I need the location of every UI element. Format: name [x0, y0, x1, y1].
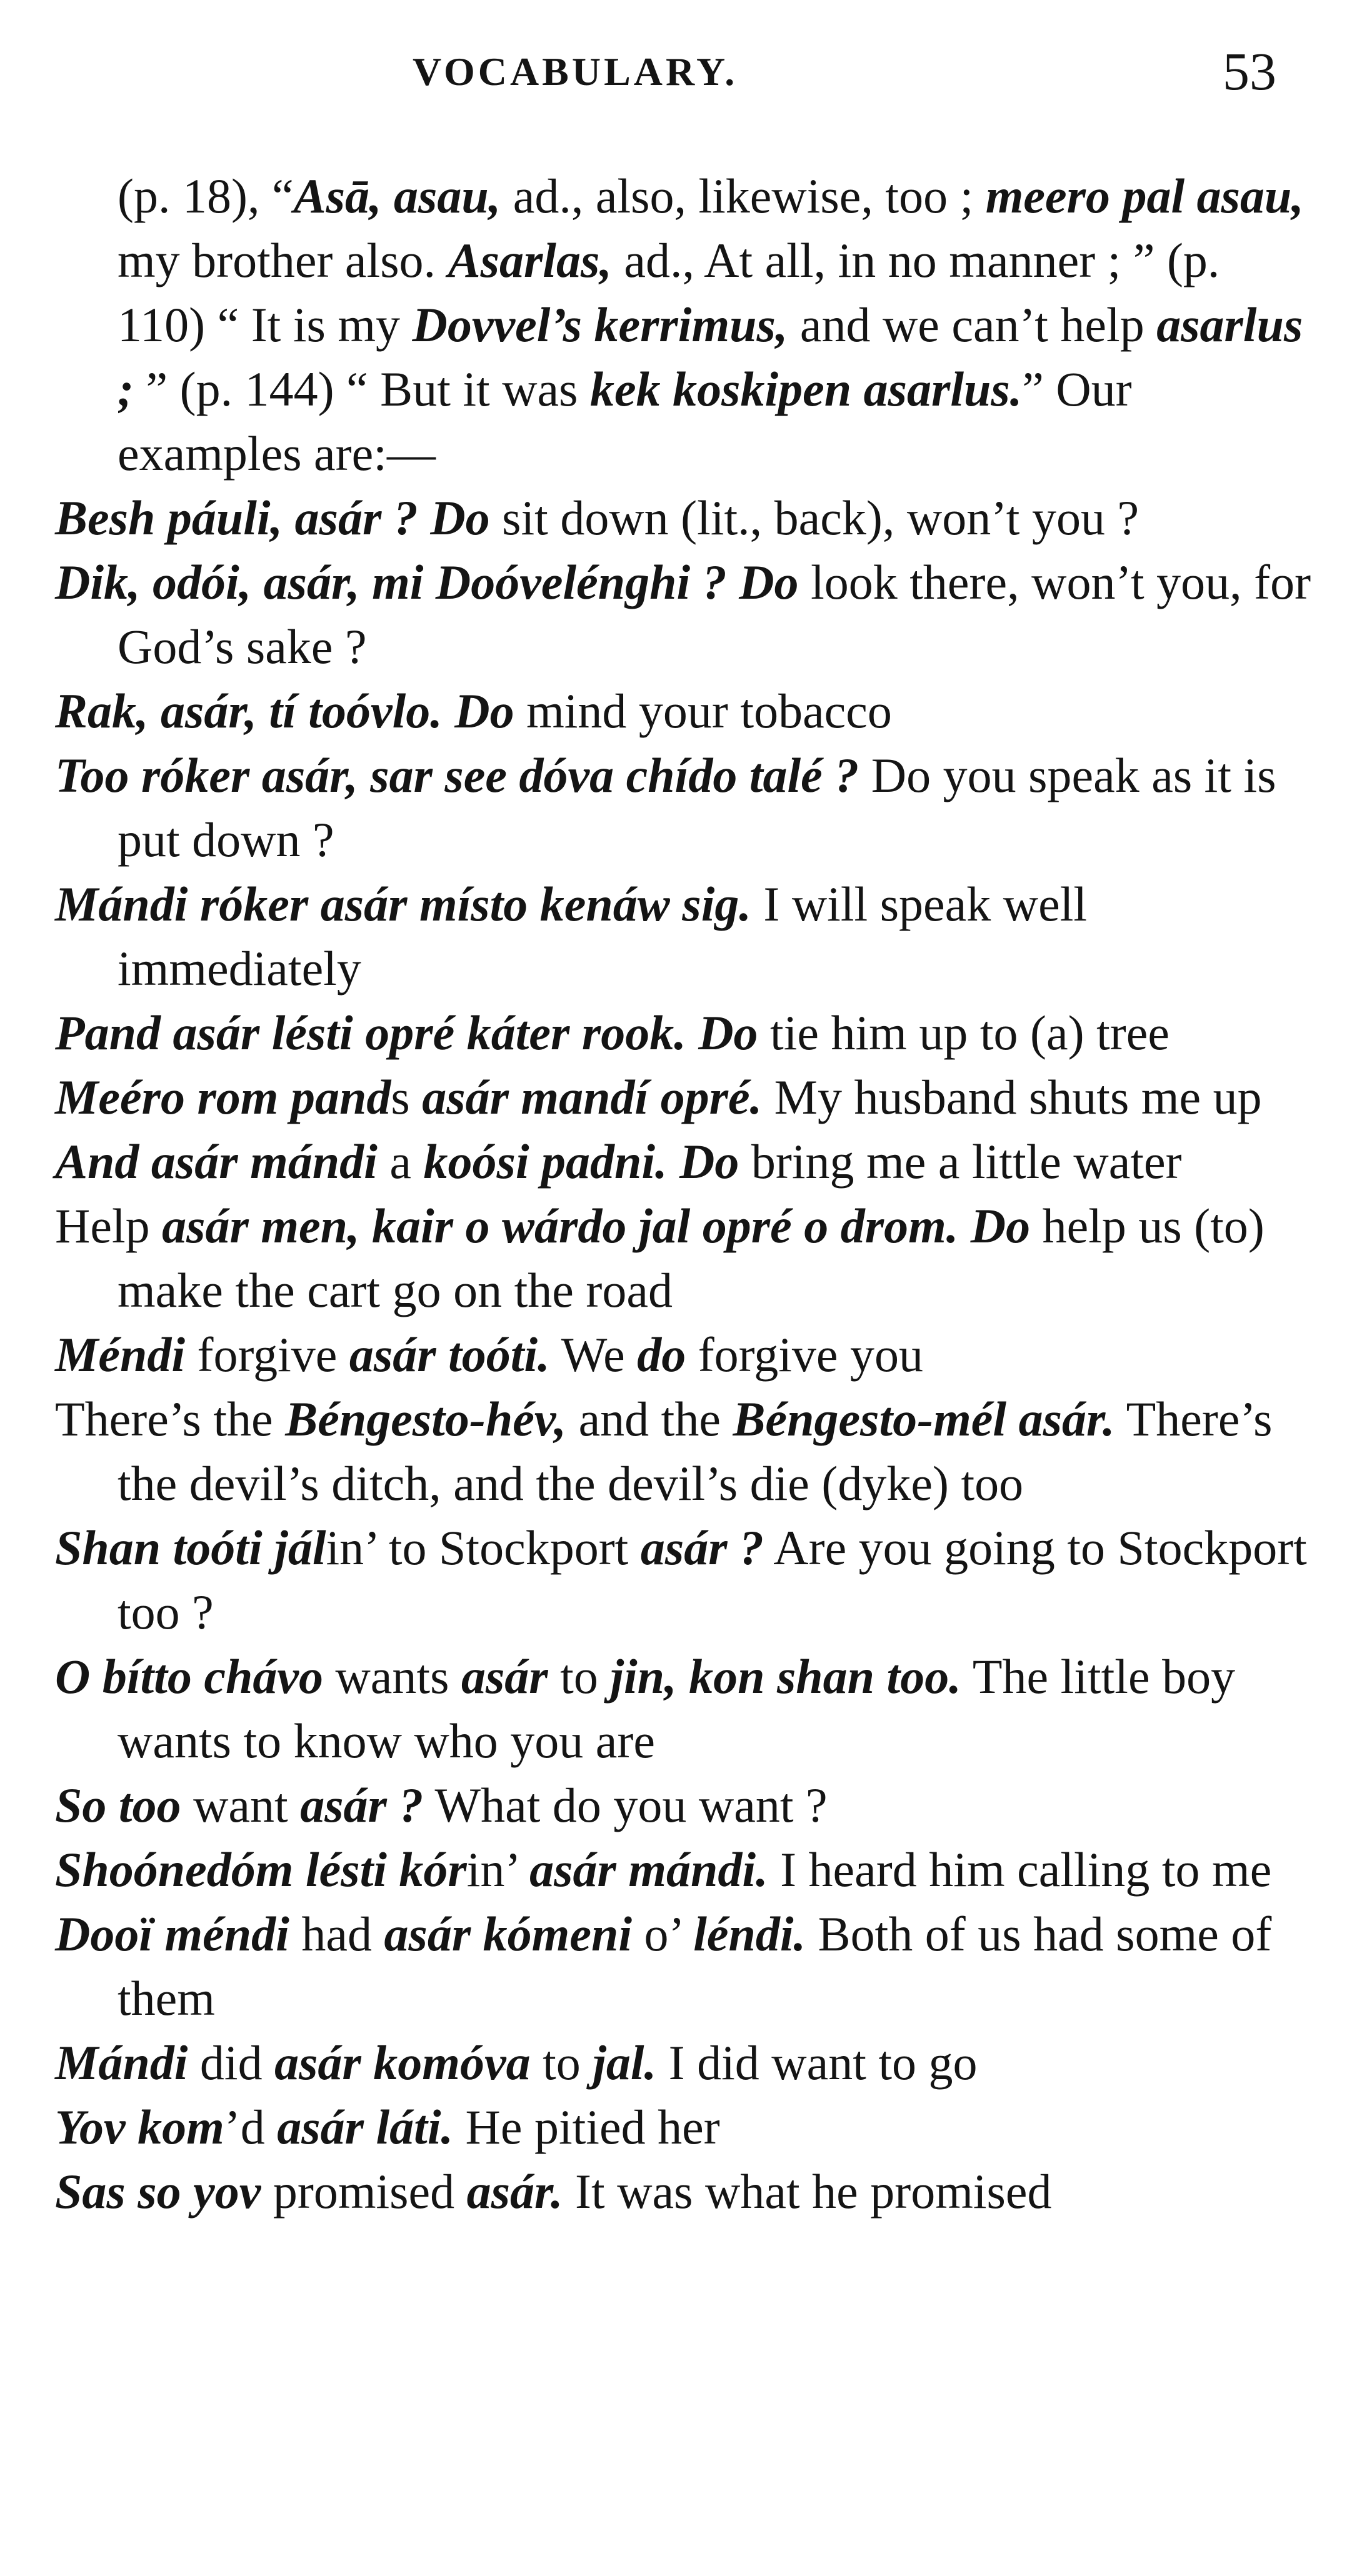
italic-text: Mándi	[55, 2035, 188, 2090]
italic-text: Méndi	[55, 1327, 186, 1382]
roman-text: mind your tobacco	[514, 684, 892, 738]
italic-text: Meéro rom pand	[55, 1070, 391, 1124]
italic-text: Besh páuli, asár ?	[55, 491, 418, 545]
roman-text: in’ to Stockport	[326, 1520, 641, 1575]
roman-text: The little boy wants to know who you are	[118, 1649, 1236, 1768]
roman-text: ad., At all, in no manner ; ” (p. 110) “ It is my	[118, 233, 1220, 352]
italic-text: asár kómeni	[384, 1907, 633, 1961]
roman-text: promised	[261, 2164, 467, 2219]
italic-text: Asā, asau,	[293, 169, 501, 223]
roman-text	[727, 555, 739, 609]
roman-text: Both of us had some of them	[118, 1907, 1272, 2025]
italic-text: asár mándi.	[529, 1842, 768, 1897]
roman-text: I heard him calling to me	[768, 1842, 1272, 1897]
roman-text: in’	[466, 1842, 530, 1897]
example-entry	[55, 1322, 1311, 1387]
italic-text: do	[637, 1327, 686, 1382]
italic-text: Dovvel’s kerrimus,	[412, 297, 788, 352]
example-entry	[55, 1387, 1311, 1515]
italic-text: Mándi róker asár místo kenáw sig.	[55, 877, 751, 931]
roman-text: ” Our examples are:—	[118, 362, 1132, 481]
roman-text: It was what he promised	[563, 2164, 1052, 2219]
italic-text: meero pal asau,	[985, 169, 1304, 223]
example-list	[55, 486, 1311, 2224]
italic-text: kek koskipen asarlus.	[590, 362, 1023, 416]
roman-text: a	[377, 1134, 424, 1189]
example-entry	[55, 2095, 1311, 2159]
example-entry	[55, 1837, 1311, 1902]
italic-text: asár láti.	[277, 2100, 454, 2154]
running-head: VOCABULARY.	[413, 49, 738, 94]
italic-text: asár men, kair o wárdo jal opré o drom.	[162, 1199, 959, 1253]
italic-text: asár ?	[300, 1778, 424, 1832]
roman-text: bring me a little water	[739, 1134, 1182, 1189]
italic-text: Béngesto-mél asár.	[733, 1392, 1115, 1446]
roman-text: o’	[632, 1907, 694, 1961]
roman-text: There’s the devil’s ditch, and the devil’s die (dyke) too	[118, 1392, 1273, 1510]
roman-text: ad., also, likewise, too ;	[501, 169, 986, 223]
italic-text: koósi padni.	[423, 1134, 668, 1189]
roman-text	[443, 684, 455, 738]
example-entry	[55, 1001, 1311, 1065]
roman-text: tie him up to (a) tree	[758, 1006, 1169, 1060]
example-entry	[55, 550, 1311, 679]
italic-text: Do	[679, 1134, 739, 1189]
roman-text: There’s the	[55, 1392, 286, 1446]
italic-text: Shoónedóm lésti kór	[55, 1842, 467, 1897]
page-number: 53	[1223, 41, 1276, 101]
italic-text: Do	[739, 555, 799, 609]
example-entry	[55, 1644, 1311, 1773]
example-entry	[55, 1515, 1311, 1644]
italic-text: jal.	[593, 2035, 657, 2090]
example-entry	[55, 486, 1311, 550]
example-entry	[55, 1129, 1311, 1194]
example-entry	[55, 1902, 1311, 2030]
italic-text: Shan toóti jál	[55, 1520, 326, 1575]
italic-text: Sas so yov	[55, 2164, 261, 2219]
roman-text: My husband shuts me up	[762, 1070, 1262, 1124]
example-entry	[55, 1194, 1311, 1322]
italic-text: léndi.	[693, 1907, 806, 1961]
roman-text: to	[548, 1649, 611, 1704]
example-entry	[55, 872, 1311, 1001]
italic-text: Yov kom	[55, 2100, 224, 2154]
roman-text: ’d	[224, 2100, 278, 2154]
page-body	[55, 164, 1311, 2224]
italic-text: asár komóva	[274, 2035, 531, 2090]
italic-text: So too	[55, 1778, 181, 1832]
italic-text: jin, kon shan too.	[610, 1649, 961, 1704]
roman-text: (p. 18), “	[118, 169, 294, 223]
roman-text: sit down (lit., back), won’t you ?	[489, 491, 1139, 545]
italic-text: Do	[430, 491, 490, 545]
roman-text	[686, 1006, 699, 1060]
intro-paragraph	[55, 164, 1311, 486]
example-entry	[55, 1773, 1311, 1837]
example-entry	[55, 2030, 1311, 2095]
italic-text: Do	[698, 1006, 758, 1060]
roman-text: and the	[566, 1392, 733, 1446]
italic-text: And asár mándi	[55, 1134, 378, 1189]
italic-text: O bítto chávo	[55, 1649, 323, 1704]
example-entry	[55, 1065, 1311, 1129]
roman-text: Do you speak as it is put down ?	[118, 748, 1276, 867]
roman-text: What do you want ?	[423, 1778, 828, 1832]
roman-text: He pitied her	[453, 2100, 720, 2154]
roman-text: Are you going to Stockport too ?	[118, 1520, 1307, 1639]
italic-text: asár.	[466, 2164, 563, 2219]
roman-text: Help	[55, 1199, 163, 1253]
roman-text	[418, 491, 431, 545]
italic-text: asár	[461, 1649, 548, 1704]
roman-text	[668, 1134, 680, 1189]
example-entry	[55, 2159, 1311, 2224]
italic-text: Pand asár lésti opré káter rook.	[55, 1006, 686, 1060]
roman-text	[958, 1199, 971, 1253]
roman-text: look there, won’t you, for God’s sake ?	[118, 555, 1311, 674]
example-entry	[55, 743, 1311, 872]
roman-text: had	[289, 1907, 384, 1961]
roman-text: ” (p. 144) “ But it was	[133, 362, 591, 416]
roman-text: to	[530, 2035, 593, 2090]
roman-text: I did want to go	[656, 2035, 978, 2090]
roman-text: help us (to) make the cart go on the road	[118, 1199, 1264, 1317]
roman-text: and we can’t help	[788, 297, 1157, 352]
roman-text: I will speak well immediately	[118, 877, 1088, 996]
example-entry	[55, 679, 1311, 743]
roman-text: forgive	[185, 1327, 349, 1382]
italic-text: Dooï méndi	[55, 1907, 289, 1961]
italic-text: Asarlas,	[448, 233, 612, 287]
italic-text: Rak, asár, tí toóvlo.	[55, 684, 443, 738]
italic-text: Béngesto-hév,	[285, 1392, 567, 1446]
italic-text: Too róker asár, sar see dóva chído talé ?	[55, 748, 859, 802]
italic-text: asár ?	[640, 1520, 764, 1575]
italic-text: Do	[970, 1199, 1031, 1253]
roman-text: We	[549, 1327, 638, 1382]
italic-text: Dik, odói, asár, mi Doóvelénghi ?	[55, 555, 727, 609]
roman-text: wants	[323, 1649, 461, 1704]
roman-text: s	[391, 1070, 423, 1124]
italic-text: Do	[454, 684, 514, 738]
roman-text: my brother also.	[118, 233, 448, 287]
italic-text: asár toóti.	[349, 1327, 550, 1382]
roman-text: want	[181, 1778, 301, 1832]
roman-text: did	[188, 2035, 275, 2090]
italic-text: asarlus ;	[118, 297, 1303, 416]
roman-text: forgive you	[686, 1327, 924, 1382]
italic-text: asár mandí opré.	[422, 1070, 763, 1124]
